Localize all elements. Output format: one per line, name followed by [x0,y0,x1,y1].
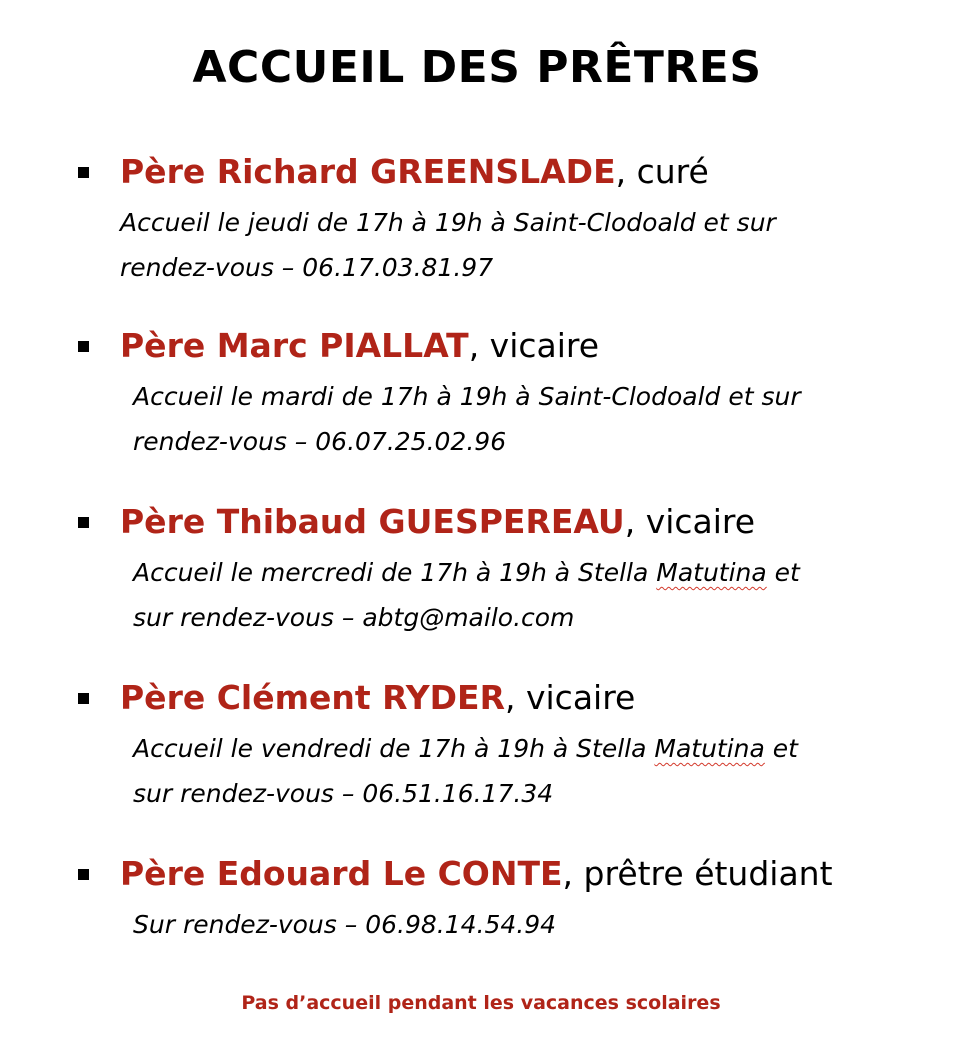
detail-line: sur rendez-vous – 06.51.16.17.34 [133,779,554,808]
footer-note: Pas d’accueil pendant les vacances scolaires [241,992,721,1014]
square-bullet-icon [78,517,89,528]
priest-role: , vicaire [505,678,636,717]
priest-details [133,550,873,640]
detail-line: Accueil le jeudi de 17h à 19h à Saint-Clodoald et sur [120,208,776,237]
square-bullet-icon [78,869,89,880]
priest-details [133,726,873,816]
spellcheck-flagged-word: Matutina [656,558,767,587]
priest-details [120,200,860,290]
priest-role: , vicaire [468,326,600,365]
priest-heading [120,326,599,366]
detail-text: Accueil le mercredi de 17h à 19h à Stella [133,558,657,587]
priest-heading [120,854,833,894]
square-bullet-icon [78,693,89,704]
priest-name: Père Edouard Le CONTE [120,854,563,893]
priest-name: Père Richard GREENSLADE [120,152,616,191]
priest-heading [120,502,755,542]
priest-heading [120,152,709,192]
detail-line: Accueil le mardi de 17h à 19h à Saint-Clodoald et sur [133,382,801,411]
square-bullet-icon [78,341,89,352]
detail-text: Accueil le vendredi de 17h à 19h à Stella [133,734,655,763]
priest-details [133,902,873,947]
detail-text: et [766,558,800,587]
spellcheck-flagged-word: Matutina [654,734,765,763]
priest-role: , curé [615,152,709,191]
priest-name: Père Thibaud GUESPEREAU [120,502,625,541]
page-title: ACCUEIL DES PRÊTRES [192,42,762,93]
detail-line: rendez-vous – 06.17.03.81.97 [120,253,494,282]
priest-name: Père Clément RYDER [120,678,505,717]
detail-text: et [764,734,798,763]
square-bullet-icon [78,167,89,178]
detail-line: rendez-vous – 06.07.25.02.96 [133,427,507,456]
detail-line: sur rendez-vous – abtg@mailo.com [133,603,575,632]
priest-role: , vicaire [624,502,756,541]
priest-name: Père Marc PIALLAT [120,326,469,365]
priest-role: , prêtre étudiant [562,854,833,893]
detail-line: Sur rendez-vous – 06.98.14.54.94 [133,910,557,939]
detail-line [133,726,873,771]
detail-line [133,550,873,595]
priest-details [133,374,873,464]
priest-heading [120,678,635,718]
